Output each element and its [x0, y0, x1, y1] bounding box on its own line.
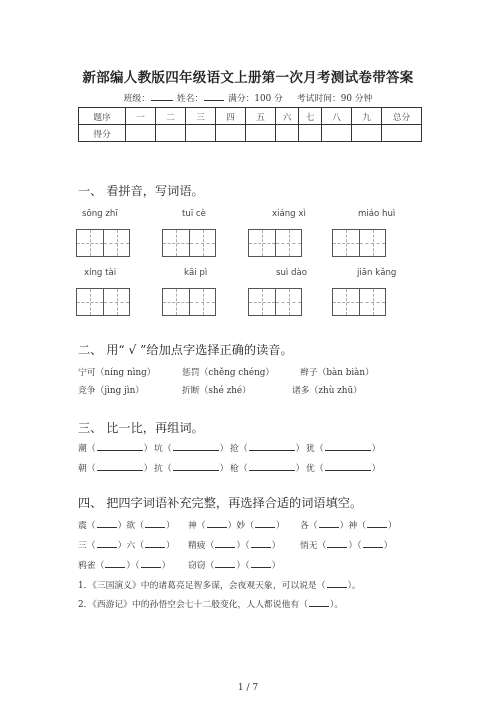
- writing-grid[interactable]: [248, 288, 302, 316]
- score-cell[interactable]: [299, 125, 322, 142]
- exam-time: 考试时间：90 分钟: [296, 94, 373, 104]
- pinyin: suì dào: [276, 268, 308, 278]
- compare-item[interactable]: 优（ ）: [306, 461, 380, 474]
- score-cell[interactable]: [186, 125, 216, 142]
- compare-item[interactable]: 犹（ ）: [306, 441, 380, 454]
- header-cell: 七: [299, 108, 322, 125]
- fill-question-2[interactable]: 2．《西游记》中的孙悟空会七十二般变化，人人都说他有（ ）。: [78, 597, 343, 610]
- idiom-item[interactable]: 窃窃（ ）（ ）: [188, 558, 280, 571]
- score-cell[interactable]: [352, 125, 382, 142]
- section4-heading: 四、 把四字词语补充完整，再选择合适的词语填空。: [78, 496, 363, 510]
- reading-item[interactable]: 竞争（jìng jìn）: [78, 386, 145, 396]
- header-cell: 题序: [79, 108, 126, 125]
- header-cell: 三: [186, 108, 216, 125]
- score-row-label: 得分: [79, 125, 126, 142]
- score-table-header: [79, 108, 422, 125]
- compare-item[interactable]: 抗（ ）: [154, 461, 228, 474]
- section3-heading: 三、 比一比，再组词。: [78, 421, 204, 435]
- idiom-item[interactable]: 悄无（ ）（ ）: [300, 538, 392, 551]
- writing-grid[interactable]: [76, 229, 130, 257]
- header-cell: 六: [276, 108, 299, 125]
- header-cell: 一: [126, 108, 156, 125]
- idiom-item[interactable]: 各（ ）神（ ）: [300, 518, 397, 531]
- score-cell[interactable]: [246, 125, 276, 142]
- writing-grid[interactable]: [332, 229, 386, 257]
- score-cell[interactable]: [276, 125, 299, 142]
- pinyin: tuī cè: [182, 209, 206, 219]
- header-cell: 四: [216, 108, 246, 125]
- section1-heading: 一、 看拼音，写词语。: [78, 184, 204, 198]
- pinyin: miáo huì: [358, 209, 396, 219]
- idiom-item[interactable]: 精疲（ ）（ ）: [188, 538, 280, 551]
- compare-item[interactable]: 枪（ ）: [230, 461, 304, 474]
- header-cell: 八: [322, 108, 352, 125]
- header-cell: 二: [156, 108, 186, 125]
- pinyin: sōng zhī: [82, 209, 118, 219]
- page-title: 新部编人教版四年级语文上册第一次月考测试卷带答案: [82, 70, 414, 86]
- writing-grid[interactable]: [332, 288, 386, 316]
- writing-grid[interactable]: [162, 229, 216, 257]
- reading-item[interactable]: 折断（shé zhé）: [182, 386, 251, 396]
- idiom-item[interactable]: 鸦雀（ ）（ ）: [78, 558, 170, 571]
- reading-item[interactable]: 诸多（zhù zhū）: [292, 386, 362, 396]
- compare-item[interactable]: 朝（ ）: [78, 461, 152, 474]
- section2-heading: 二、 用“ √ ”给加点字选择正确的读音。: [78, 343, 293, 357]
- full-score: 满分：100 分: [228, 94, 283, 104]
- score-cell[interactable]: [126, 125, 156, 142]
- header-cell: 五: [246, 108, 276, 125]
- pinyin: jiān kǎng: [357, 268, 397, 278]
- score-cell[interactable]: [382, 125, 422, 142]
- idiom-item[interactable]: 震（ ）欲（ ）: [78, 518, 175, 531]
- name-label: 姓名：: [176, 94, 204, 104]
- reading-item[interactable]: 辫子（bàn biàn）: [300, 368, 374, 378]
- pinyin: xíng tài: [84, 268, 117, 278]
- idiom-item[interactable]: 三（ ）六（ ）: [78, 538, 175, 551]
- reading-item[interactable]: 宁可（níng nìng）: [78, 368, 156, 378]
- score-cell[interactable]: [156, 125, 186, 142]
- header-cell: 九: [352, 108, 382, 125]
- fill-question-1[interactable]: 1．《三国演义》中的诸葛亮足智多谋，会夜观天象，可以说是（ ）。: [78, 578, 361, 591]
- score-table: [78, 107, 422, 142]
- score-cell[interactable]: [216, 125, 246, 142]
- exam-info: [0, 91, 496, 104]
- compare-item[interactable]: 潮（ ）: [78, 441, 152, 454]
- page-number: 1 / 7: [237, 683, 259, 693]
- compare-item[interactable]: 坑（ ）: [154, 441, 228, 454]
- pinyin: xiáng xì: [272, 209, 306, 219]
- pinyin: kāi pì: [184, 268, 208, 278]
- score-cell[interactable]: [322, 125, 352, 142]
- writing-grid[interactable]: [76, 288, 130, 316]
- writing-grid[interactable]: [162, 288, 216, 316]
- idiom-item[interactable]: 神（ ）妙（ ）: [188, 518, 285, 531]
- score-row: [79, 125, 422, 142]
- class-label: 班级：: [123, 94, 151, 104]
- writing-grid[interactable]: [248, 229, 302, 257]
- reading-item[interactable]: 惩罚（chěng chéng）: [182, 368, 275, 378]
- compare-item[interactable]: 抢（ ）: [230, 441, 304, 454]
- header-cell: 总分: [382, 108, 422, 125]
